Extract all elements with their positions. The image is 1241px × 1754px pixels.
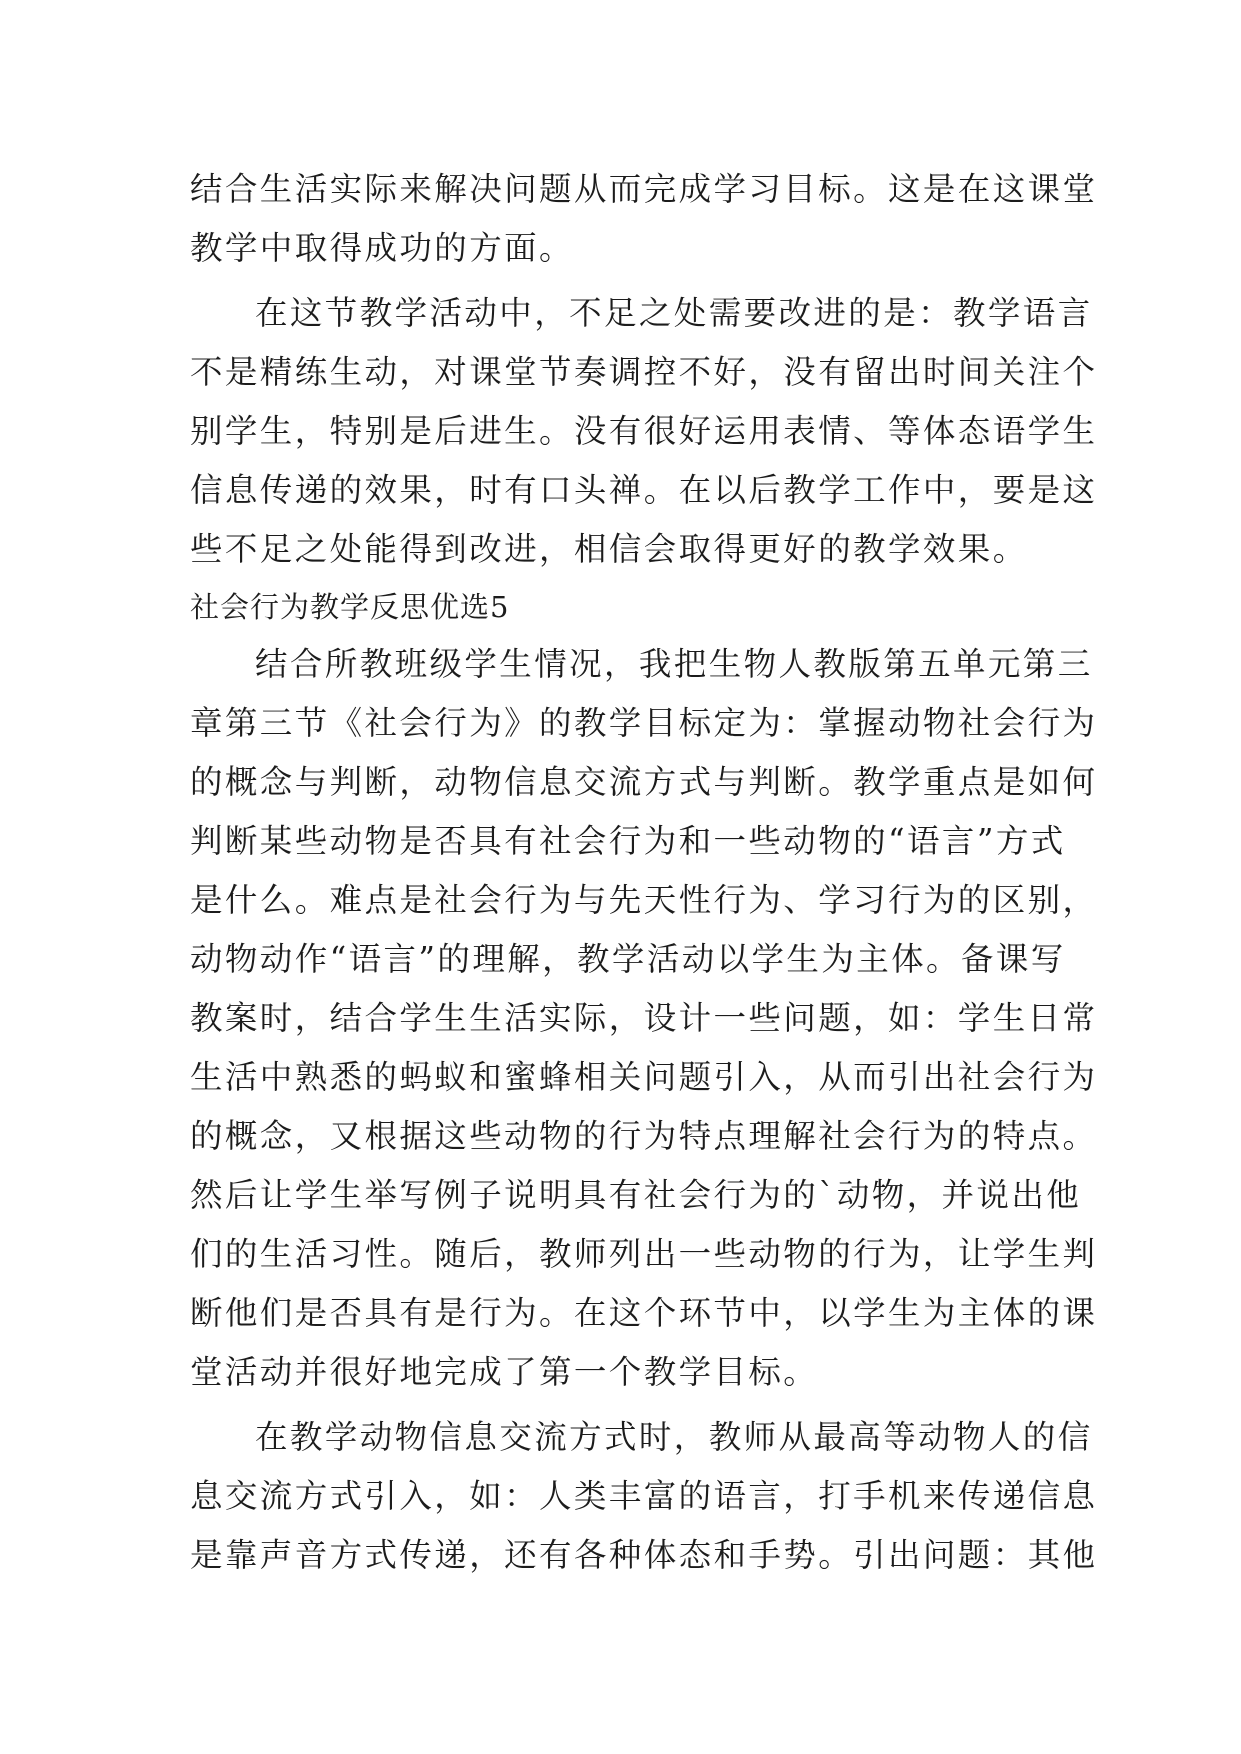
paragraph-line: 的概念与判断，动物信息交流方式与判断。教学重点是如何 bbox=[190, 763, 1098, 801]
paragraph-line: 断他们是否具有是行为。在这个环节中，以学生为主体的课 bbox=[190, 1294, 1098, 1332]
paragraph-line: 是什么。难点是社会行为与先天性行为、学习行为的区别， bbox=[190, 881, 1098, 919]
paragraph-line: 些不足之处能得到改进，相信会取得更好的教学效果。 bbox=[190, 530, 1028, 568]
paragraph-line: 章第三节《社会行为》的教学目标定为：掌握动物社会行为 bbox=[190, 704, 1098, 742]
document-body bbox=[190, 160, 1098, 1585]
paragraph-line: 息交流方式引入，如：人类丰富的语言，打手机来传递信息 bbox=[190, 1477, 1098, 1515]
paragraph-line: 在教学动物信息交流方式时，教师从最高等动物人的信 bbox=[255, 1418, 1093, 1456]
paragraph-line: 判断某些动物是否具有社会行为和一些动物的“语言”方式 bbox=[190, 822, 1066, 860]
paragraph-line: 结合生活实际来解决问题从而完成学习目标。这是在这课堂 bbox=[190, 170, 1098, 208]
paragraph-line: 的概念，又根据这些动物的行为特点理解社会行为的特点。 bbox=[190, 1117, 1098, 1155]
paragraph-line: 别学生，特别是后进生。没有很好运用表情、等体态语学生 bbox=[190, 412, 1098, 450]
paragraph-line: 信息传递的效果，时有口头禅。在以后教学工作中，要是这 bbox=[190, 471, 1098, 509]
paragraph-line: 堂活动并很好地完成了第一个教学目标。 bbox=[190, 1353, 819, 1391]
paragraph-line: 动物动作“语言”的理解，教学活动以学生为主体。备课写 bbox=[190, 940, 1066, 978]
paragraph-line: 是靠声音方式传递，还有各种体态和手势。引出问题：其他 bbox=[190, 1536, 1098, 1574]
paragraph-line: 教学中取得成功的方面。 bbox=[190, 229, 574, 267]
paragraph-line: 不是精练生动，对课堂节奏调控不好，没有留出时间关注个 bbox=[190, 353, 1098, 391]
section-heading: 社会行为教学反思优选5 bbox=[190, 590, 510, 624]
paragraph-line: 们的生活习性。随后，教师列出一些动物的行为，让学生判 bbox=[190, 1235, 1098, 1273]
paragraph-line: 结合所教班级学生情况，我把生物人教版第五单元第三 bbox=[255, 645, 1093, 683]
paragraph-line: 教案时，结合学生生活实际，设计一些问题，如：学生日常 bbox=[190, 999, 1098, 1037]
paragraph-line: 生活中熟悉的蚂蚁和蜜蜂相关问题引入，从而引出社会行为 bbox=[190, 1058, 1098, 1096]
paragraph-line: 在这节教学活动中，不足之处需要改进的是：教学语言 bbox=[255, 294, 1093, 332]
paragraph-line: 然后让学生举写例子说明具有社会行为的`动物，并说出他 bbox=[190, 1176, 1082, 1214]
